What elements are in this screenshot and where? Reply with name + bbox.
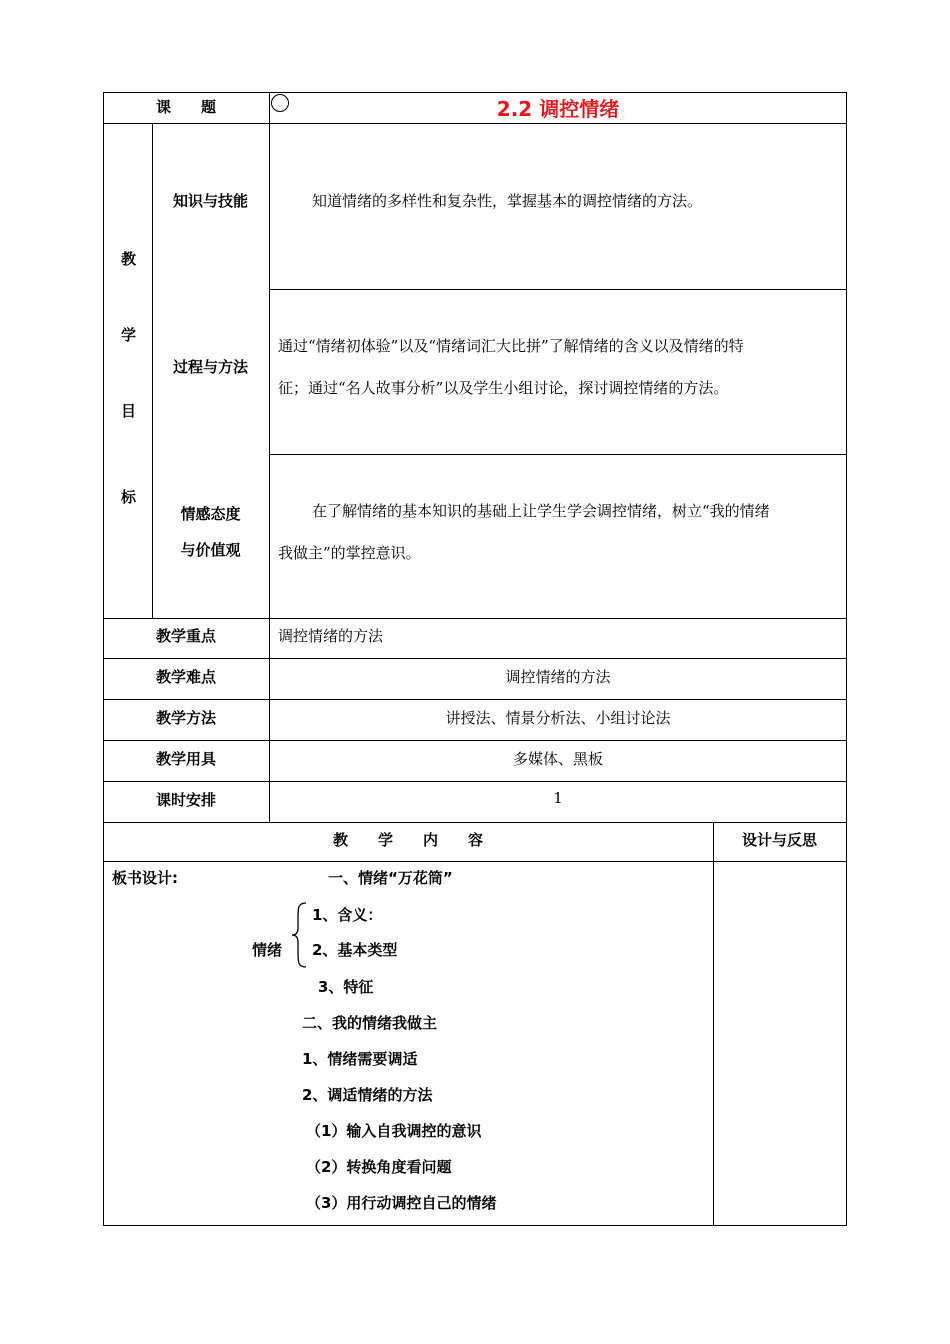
grid-line: [103, 781, 847, 782]
objective-content-process-line2: 征；通过“名人故事分析”以及学生小组讨论，探讨调控情绪的方法。: [278, 379, 729, 397]
info-value-key-point: 调控情绪的方法: [278, 627, 384, 645]
objective-content-knowledge: 知道情绪的多样性和复杂性，掌握基本的调控情绪的方法。: [312, 192, 703, 210]
info-value-tools: 多媒体、黑板: [512, 750, 603, 768]
info-value-method: 讲授法、情景分析法、小组讨论法: [445, 709, 671, 727]
board-section-2: 二、我的情绪我做主: [302, 1014, 438, 1032]
content-header-label: 教 学 内 容: [332, 831, 483, 849]
grid-line: [103, 1225, 847, 1226]
board-sub-1: 1、含义：: [312, 906, 383, 924]
grid-line: [103, 92, 104, 1226]
objective-label-attitude-line2: 与价值观: [180, 541, 241, 559]
grid-line: [846, 92, 847, 1226]
info-value-difficulty: 调控情绪的方法: [505, 668, 611, 686]
grid-line: [103, 740, 847, 741]
page-title: 2.2 调控情绪: [496, 97, 620, 121]
info-label-schedule: 课时安排: [155, 791, 216, 809]
board-method-2: （2）转换角度看问题: [306, 1158, 452, 1176]
objective-content-process-line1: 通过“情绪初体验”以及“情绪词汇大比拼”了解情绪的含义以及情绪的特: [278, 337, 744, 355]
grid-line: [103, 699, 847, 700]
curly-brace-icon: [290, 900, 310, 970]
board-brace-word: 情绪: [252, 941, 283, 959]
info-value-schedule: 1: [553, 789, 563, 807]
board-item-2: 2、调适情绪的方法: [302, 1086, 433, 1104]
board-method-1: （1）输入自我调控的意识: [306, 1122, 482, 1140]
objective-label-process: 过程与方法: [172, 358, 248, 376]
objective-label-attitude-line1: 情感态度: [180, 505, 241, 523]
info-label-method: 教学方法: [155, 709, 216, 727]
grid-line: [103, 658, 847, 659]
grid-line: [103, 618, 847, 619]
reflect-header-label: 设计与反思: [741, 831, 817, 849]
info-label-tools: 教学用具: [155, 750, 216, 768]
grid-line: [103, 822, 847, 823]
info-label-difficulty: 教学难点: [155, 668, 216, 686]
board-section-1: 一、情绪“万花筒”: [328, 869, 453, 887]
board-item-1: 1、情绪需要调适: [302, 1050, 418, 1068]
board-label: 板书设计:: [112, 869, 178, 887]
objective-content-attitude-line1: 在了解情绪的基本知识的基础上让学生学会调控情绪，树立“我的情绪: [312, 502, 770, 520]
grid-line: [713, 822, 714, 1226]
board-sub-3: 3、特征: [318, 978, 374, 996]
grid-line: [269, 289, 847, 290]
objective-group-char: 学: [121, 326, 137, 344]
objective-group-char: 教: [121, 250, 137, 268]
objective-group-char: 目: [121, 402, 137, 420]
grid-line: [103, 123, 847, 124]
topic-label: 课 题: [155, 98, 216, 116]
grid-line: [103, 92, 847, 93]
board-sub-2: 2、基本类型: [312, 941, 398, 959]
board-method-3: （3）用行动调控自己的情绪: [306, 1194, 497, 1212]
objective-label-knowledge: 知识与技能: [172, 192, 248, 210]
grid-line: [103, 861, 847, 862]
grid-line: [269, 454, 847, 455]
objective-group-char: 标: [121, 488, 137, 506]
objective-content-attitude-line2: 我做主”的掌控意识。: [278, 544, 421, 562]
info-label-key-point: 教学重点: [155, 627, 216, 645]
